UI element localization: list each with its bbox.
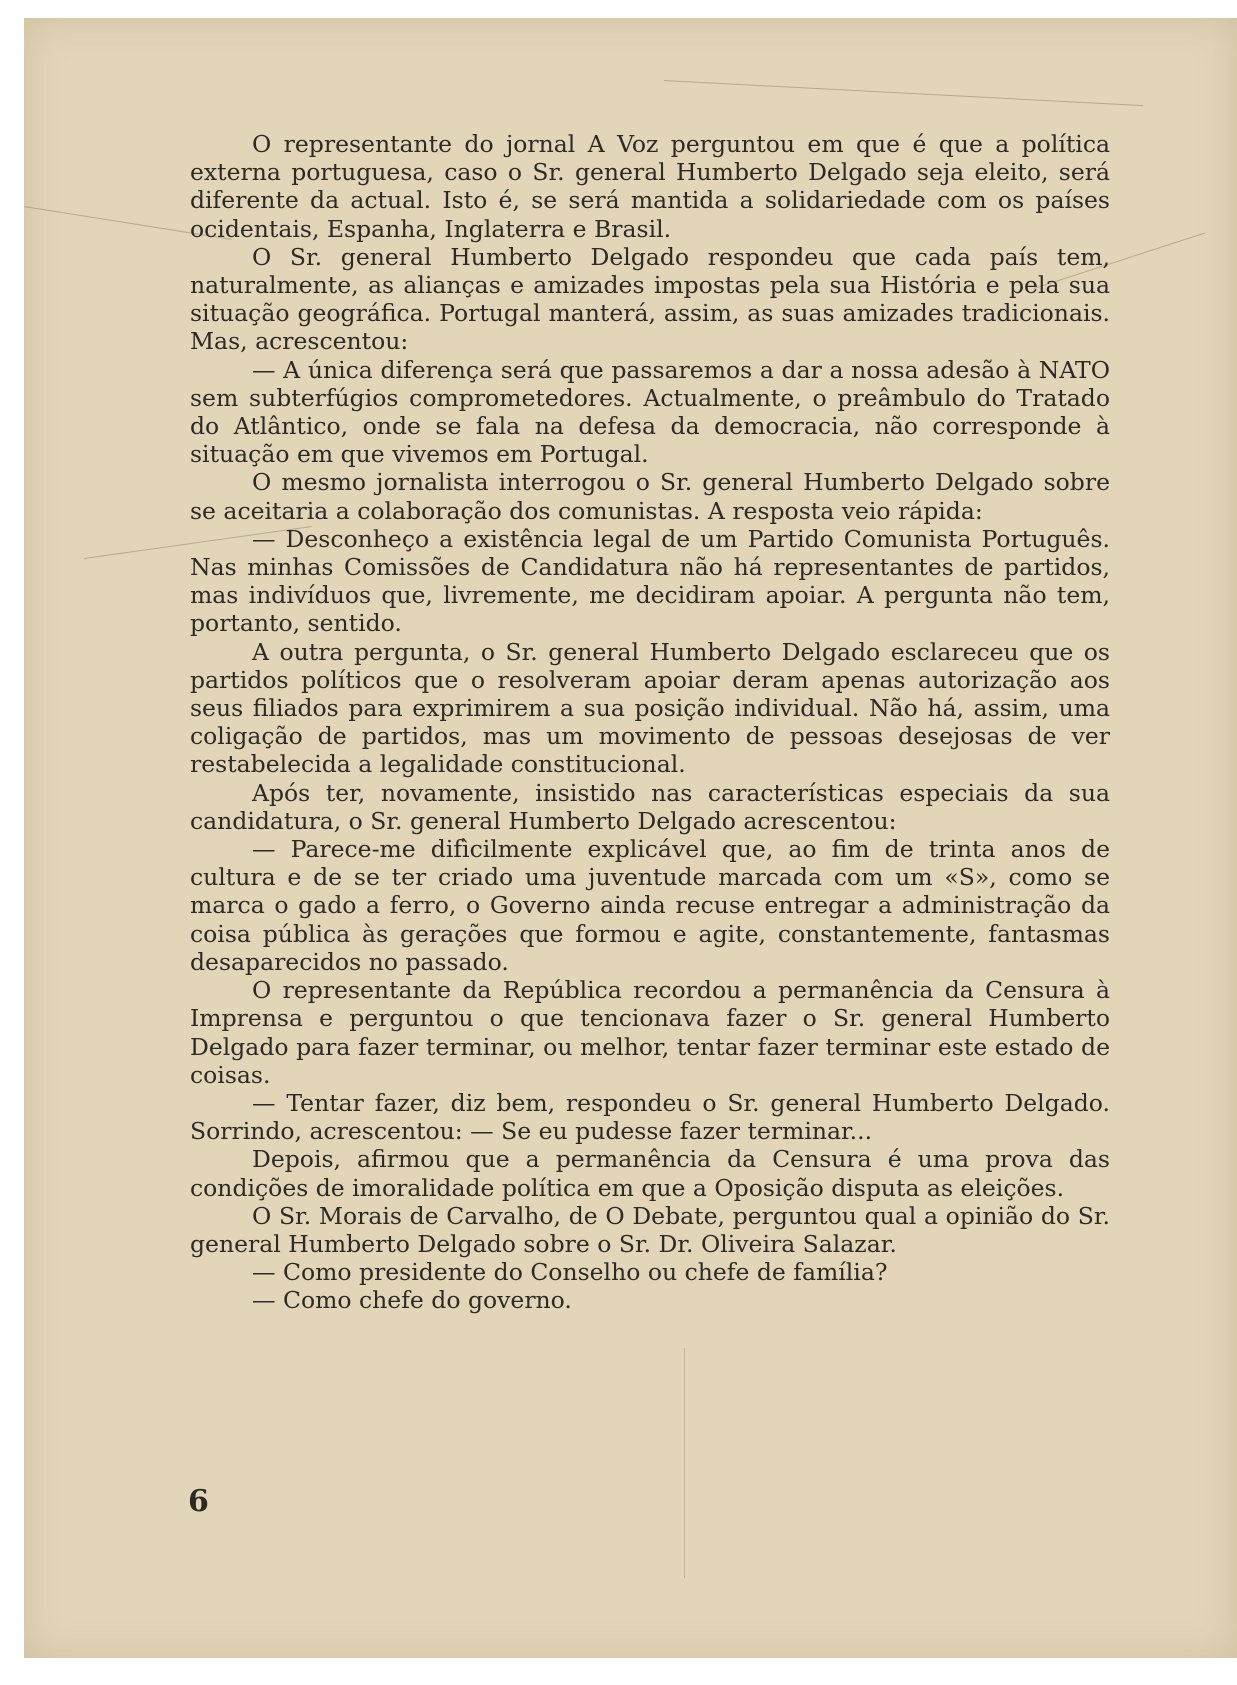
page-number: 6 bbox=[188, 1484, 209, 1519]
dialogue-paragraph: — Tentar fazer, diz bem, respondeu o Sr. general Humberto Delgado. Sorrindo, acrescentou: — Se eu pudesse fazer terminar... bbox=[190, 1088, 1110, 1146]
dialogue-paragraph: — Desconheço a existência legal de um Partido Comunista Português. Nas minhas Comissões de Candidatura não há representantes de partidos, mas indivíduos que, livremente, me decidiram apoiar. A pergunta não tem, portanto, sentido. bbox=[190, 524, 1110, 638]
paragraph: O Sr. Morais de Carvalho, de O Debate, perguntou qual a opinião do Sr. general Humberto Delgado sobre o Sr. Dr. Oliveira Salazar. bbox=[190, 1201, 1110, 1258]
paragraph: O representante da República recordou a permanência da Censura à Imprensa e perguntou o que tencionava fazer o Sr. general Humberto Delgado para fazer terminar, ou melhor, tentar fazer terminar este estado de coisas. bbox=[190, 976, 1110, 1089]
paragraph: O representante do jornal A Voz perguntou em que é que a política externa portuguesa, caso o Sr. general Humberto Delgado seja eleito, será diferente da actual. Isto é, se será mantida a solidariedade com os países ocidentais, Espanha, Inglaterra e Brasil. bbox=[190, 130, 1110, 243]
paper-crease bbox=[664, 80, 1143, 106]
dialogue-paragraph: — A única diferença será que passaremos a dar a nossa adesão à NATO sem subterfúgios comprometedores. Actualmente, o preâmbulo do Tratado do Atlântico, onde se fala na defesa da democracia, não corresponde à situação em que vivemos em Portugal. bbox=[190, 355, 1110, 469]
dialogue-paragraph: — Como presidente do Conselho ou chefe de família? bbox=[252, 1258, 888, 1287]
article-body bbox=[190, 130, 1110, 1315]
paragraph: A outra pergunta, o Sr. general Humberto Delgado esclareceu que os partidos políticos que o resolveram apoiar deram apenas autorização aos seus filiados para exprimirem a sua posição individual. Não há, assim, uma coligação de partidos, mas um movimento de pessoas desejosas de ver restabelecida a legalidade constitucional. bbox=[190, 637, 1110, 779]
paper-crease bbox=[684, 1348, 685, 1578]
dialogue-paragraph: — Parece-me difìcilmente explicável que, ao fim de trinta anos de cultura e de se ter criado uma juventude marcada com um «S», como se marca o gado a ferro, o Governo ainda recuse entregar a administração da coisa pública às gerações que formou e agite, constantemente, fantasmas desaparecidos no passado. bbox=[190, 835, 1110, 976]
paragraph: Após ter, novamente, insistido nas características especiais da sua candidatura, o Sr. general Humberto Delgado acrescentou: bbox=[190, 778, 1110, 835]
paragraph: Depois, afirmou que a permanência da Censura é uma prova das condições de imoralidade política em que a Oposição disputa as eleições. bbox=[190, 1145, 1110, 1202]
dialogue-paragraph: — Como chefe do governo. bbox=[252, 1286, 572, 1315]
paragraph: O Sr. general Humberto Delgado respondeu que cada país tem, naturalmente, as alianças e amizades impostas pela sua História e pela sua situação geográfica. Portugal manterá, assim, as suas amizades tradicionais. Mas, acrescentou: bbox=[190, 242, 1110, 356]
paragraph: O mesmo jornalista interrogou o Sr. general Humberto Delgado sobre se aceitaria a colaboração dos comunistas. A resposta veio rápida: bbox=[190, 468, 1110, 525]
